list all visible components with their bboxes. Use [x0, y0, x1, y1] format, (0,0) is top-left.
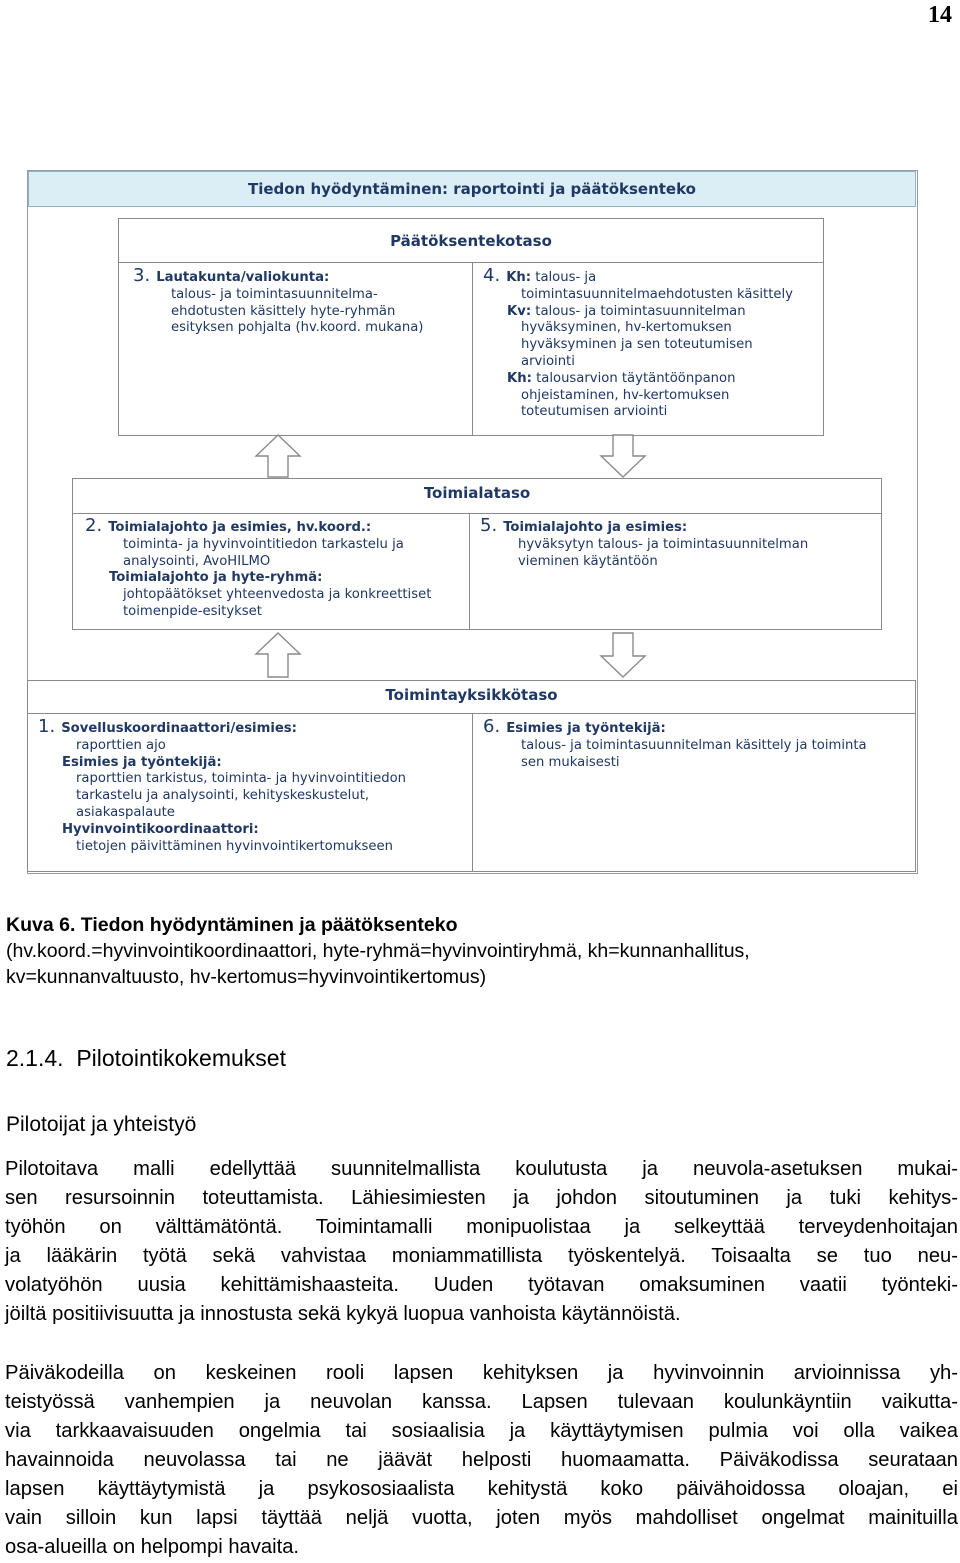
cell-line	[85, 537, 469, 554]
cell-line	[483, 716, 915, 738]
cell-line	[480, 515, 881, 537]
figure-caption	[6, 912, 956, 990]
cell-line-lead: Kv:	[507, 303, 532, 319]
cell-line	[483, 755, 915, 772]
cell-4-text	[473, 263, 823, 421]
cell-line	[85, 515, 469, 537]
cell-line-rest: talousarvion täytäntöönpanon	[531, 370, 736, 386]
paragraph-1	[5, 1155, 958, 1329]
cell-6-text	[473, 714, 915, 771]
cell-line	[483, 337, 823, 354]
caption-line-3: kv=kunnanvaltuusto, hv-kertomus=hyvinvointikertomus)	[6, 966, 487, 988]
cell-line	[483, 738, 915, 755]
cell-5-text	[470, 514, 881, 570]
cell-line-text: Lautakunta/valiokunta:	[156, 270, 330, 285]
cell-line	[133, 265, 472, 287]
cell-line-text: Toimialajohto ja esimies:	[503, 520, 688, 535]
cell-line-text: hyväksyminen ja sen toteutumisen	[521, 337, 753, 353]
cell-line	[133, 287, 472, 304]
section-heading: 2.1.4. Pilotointikokemukset	[6, 1045, 286, 1071]
cell-line	[483, 371, 823, 388]
cell-line-text: toimintasuunnitelmaehdotusten käsittely	[521, 286, 793, 302]
cell-line	[85, 587, 469, 604]
cell-line-lead: Kh:	[506, 270, 532, 285]
cell-line-lead: Kh:	[507, 370, 532, 386]
cell-line	[483, 388, 823, 405]
cell-number: 3.	[133, 265, 151, 286]
cell-line-text: arviointi	[521, 353, 575, 369]
cell-line	[38, 771, 472, 788]
cell-line-text: raporttien tarkistus, toiminta- ja hyvinvointitiedon	[76, 771, 407, 787]
cell-line-rest: talous- ja toimintasuunnitelman	[531, 303, 746, 319]
paragraph-2	[5, 1359, 958, 1562]
paragraph-line: sen resursoinnin toteuttamista. Lähiesimiesten ja johdon sitoutuminen ja tuki kehitys-	[5, 1187, 958, 1209]
tier-division-header: Toimialataso	[423, 484, 531, 502]
paragraph-line: työhön on välttämätöntä. Toimintamalli monipuolistaa ja selkeyttää terveydenhoitajan	[5, 1216, 958, 1238]
cell-3	[118, 262, 473, 436]
paragraph-line: vain silloin kun lapsi täyttää neljä vuotta, joten myös mahdolliset ongelmat mainituilla	[5, 1507, 958, 1529]
cell-line-text: toteutumisen arviointi	[521, 404, 668, 420]
cell-line-text: hyväksyminen, hv-kertomuksen	[521, 320, 732, 336]
cell-line	[483, 354, 823, 371]
cell-line	[483, 304, 823, 321]
cell-line-text: tarkastelu ja analysointi, kehityskeskustelut,	[76, 788, 370, 804]
cell-2-text	[73, 514, 469, 621]
cell-line	[38, 839, 472, 856]
cell-line-rest: talous- ja	[531, 270, 597, 285]
cell-line-text: toiminta- ja hyvinvointitiedon tarkastelu ja	[123, 536, 404, 552]
cell-line	[480, 537, 881, 554]
cell-line	[38, 755, 472, 772]
figure-title: Tiedon hyödyntäminen: raportointi ja päätöksenteko	[28, 171, 916, 207]
cell-1	[27, 713, 473, 872]
cell-line	[85, 570, 469, 587]
cell-4	[472, 262, 824, 436]
cell-line-text: talous- ja toimintasuunnitelma-	[171, 286, 378, 302]
cell-number: 2.	[85, 515, 103, 536]
cell-5	[469, 513, 882, 630]
cell-line-text: asiakaspalaute	[76, 804, 175, 820]
caption-line-2: (hv.koord.=hyvinvointikoordinaattori, hyte-ryhmä=hyvinvointiryhmä, kh=kunnanhallitus,	[6, 940, 750, 962]
cell-line-text: sen mukaisesti	[521, 754, 620, 770]
cell-line-text: toimenpide-esitykset	[123, 603, 262, 619]
cell-line-text: Hyvinvointikoordinaattori:	[62, 821, 259, 837]
paragraph-line: via tarkkaavaisuuden ongelmia tai sosiaalisia ja käyttäytymisen pulmia voi olla vaikea	[5, 1420, 958, 1442]
arrow-up-icon	[254, 632, 302, 678]
cell-line-text: Esimies ja työntekijä:	[506, 721, 666, 736]
cell-line	[480, 554, 881, 571]
paragraph-line: teistyössä vanhempien ja neuvolan kanssa. Lapsen tulevaan koulunkäyntiin vaikutta-	[5, 1391, 958, 1413]
cell-line	[483, 320, 823, 337]
cell-line	[133, 304, 472, 321]
cell-number: 6.	[483, 716, 501, 737]
cell-line	[38, 822, 472, 839]
cell-line	[483, 287, 823, 304]
paragraph-line: volatyöhön uusia kehittämishaasteita. Uuden työtavan omaksuminen vaatii työnteki-	[5, 1274, 958, 1296]
cell-line-text: ehdotusten käsittely hyte-ryhmän	[171, 303, 396, 319]
tier-decision-header: Päätöksentekotaso	[390, 232, 552, 250]
cell-line-text: analysointi, AvoHILMO	[123, 553, 271, 569]
cell-number: 5.	[480, 515, 498, 536]
cell-line-text: hyväksytyn talous- ja toimintasuunnitelman	[518, 536, 809, 552]
cell-line-text: esityksen pohjalta (hv.koord. mukana)	[171, 320, 424, 336]
cell-line	[483, 404, 823, 421]
cell-line	[85, 554, 469, 571]
cell-line	[38, 716, 472, 738]
cell-line-text: vieminen käytäntöön	[518, 553, 658, 569]
arrow-up-icon	[254, 434, 302, 478]
cell-line-text: tietojen päivittäminen hyvinvointikertomukseen	[76, 838, 394, 854]
cell-line	[85, 604, 469, 621]
paragraph-line: lapsen käyttäytymistä ja psykososiaalista kehitystä koko päivähoidossa oloajan, ei	[5, 1478, 958, 1500]
cell-line-text: johtopäätökset yhteenvedosta ja konkreettiset	[123, 587, 432, 603]
paragraph-line: jöiltä positiivisuutta ja innostusta sekä kykyä luopua vanhoista käytännöistä.	[5, 1303, 681, 1325]
cell-number: 4.	[483, 265, 501, 286]
cell-line-text: talous- ja toimintasuunnitelman käsittely ja toiminta	[521, 737, 867, 753]
cell-2	[72, 513, 470, 630]
cell-line	[38, 788, 472, 805]
cell-line-text: Sovelluskoordinaattori/esimies:	[61, 721, 297, 736]
cell-line-text: Toimialajohto ja hyte-ryhmä:	[109, 570, 323, 586]
tier-unit-header: Toimintayksikkötaso	[385, 686, 558, 704]
subheading: Pilotoijat ja yhteistyö	[6, 1113, 197, 1136]
cell-6	[472, 713, 916, 872]
cell-line	[38, 805, 472, 822]
cell-3-text	[119, 263, 472, 337]
cell-line-text: Toimialajohto ja esimies, hv.koord.:	[108, 520, 372, 535]
paragraph-line: ja lääkärin työtä sekä vahvistaa moniammatillista työskentelyä. Toisaalta se tuo neu-	[5, 1245, 958, 1267]
paragraph-line: Pilotoitava malli edellyttää suunnitelmallista koulutusta ja neuvola-asetuksen mukai-	[5, 1158, 958, 1180]
arrow-down-icon	[599, 434, 647, 478]
cell-line	[133, 320, 472, 337]
cell-number: 1.	[38, 716, 56, 737]
paragraph-line: Päiväkodeilla on keskeinen rooli lapsen kehityksen ja hyvinvoinnin arvioinnissa yh-	[5, 1362, 958, 1384]
cell-line	[38, 738, 472, 755]
cell-line-text: Esimies ja työntekijä:	[62, 754, 222, 770]
arrow-down-icon	[599, 632, 647, 678]
caption-title: Kuva 6. Tiedon hyödyntäminen ja päätöksenteko	[6, 914, 458, 936]
cell-line-text: ohjeistaminen, hv-kertomuksen	[521, 387, 730, 403]
cell-1-text	[28, 714, 472, 855]
cell-line-text: raporttien ajo	[76, 737, 166, 753]
cell-line	[483, 265, 823, 287]
page-number: 14	[928, 2, 952, 28]
paragraph-line: osa-alueilla on helpompi havaita.	[5, 1536, 300, 1558]
paragraph-line: havainnoida neuvolassa tai ne jäävät helposti huomaamatta. Päiväkodissa seurataan	[5, 1449, 958, 1471]
